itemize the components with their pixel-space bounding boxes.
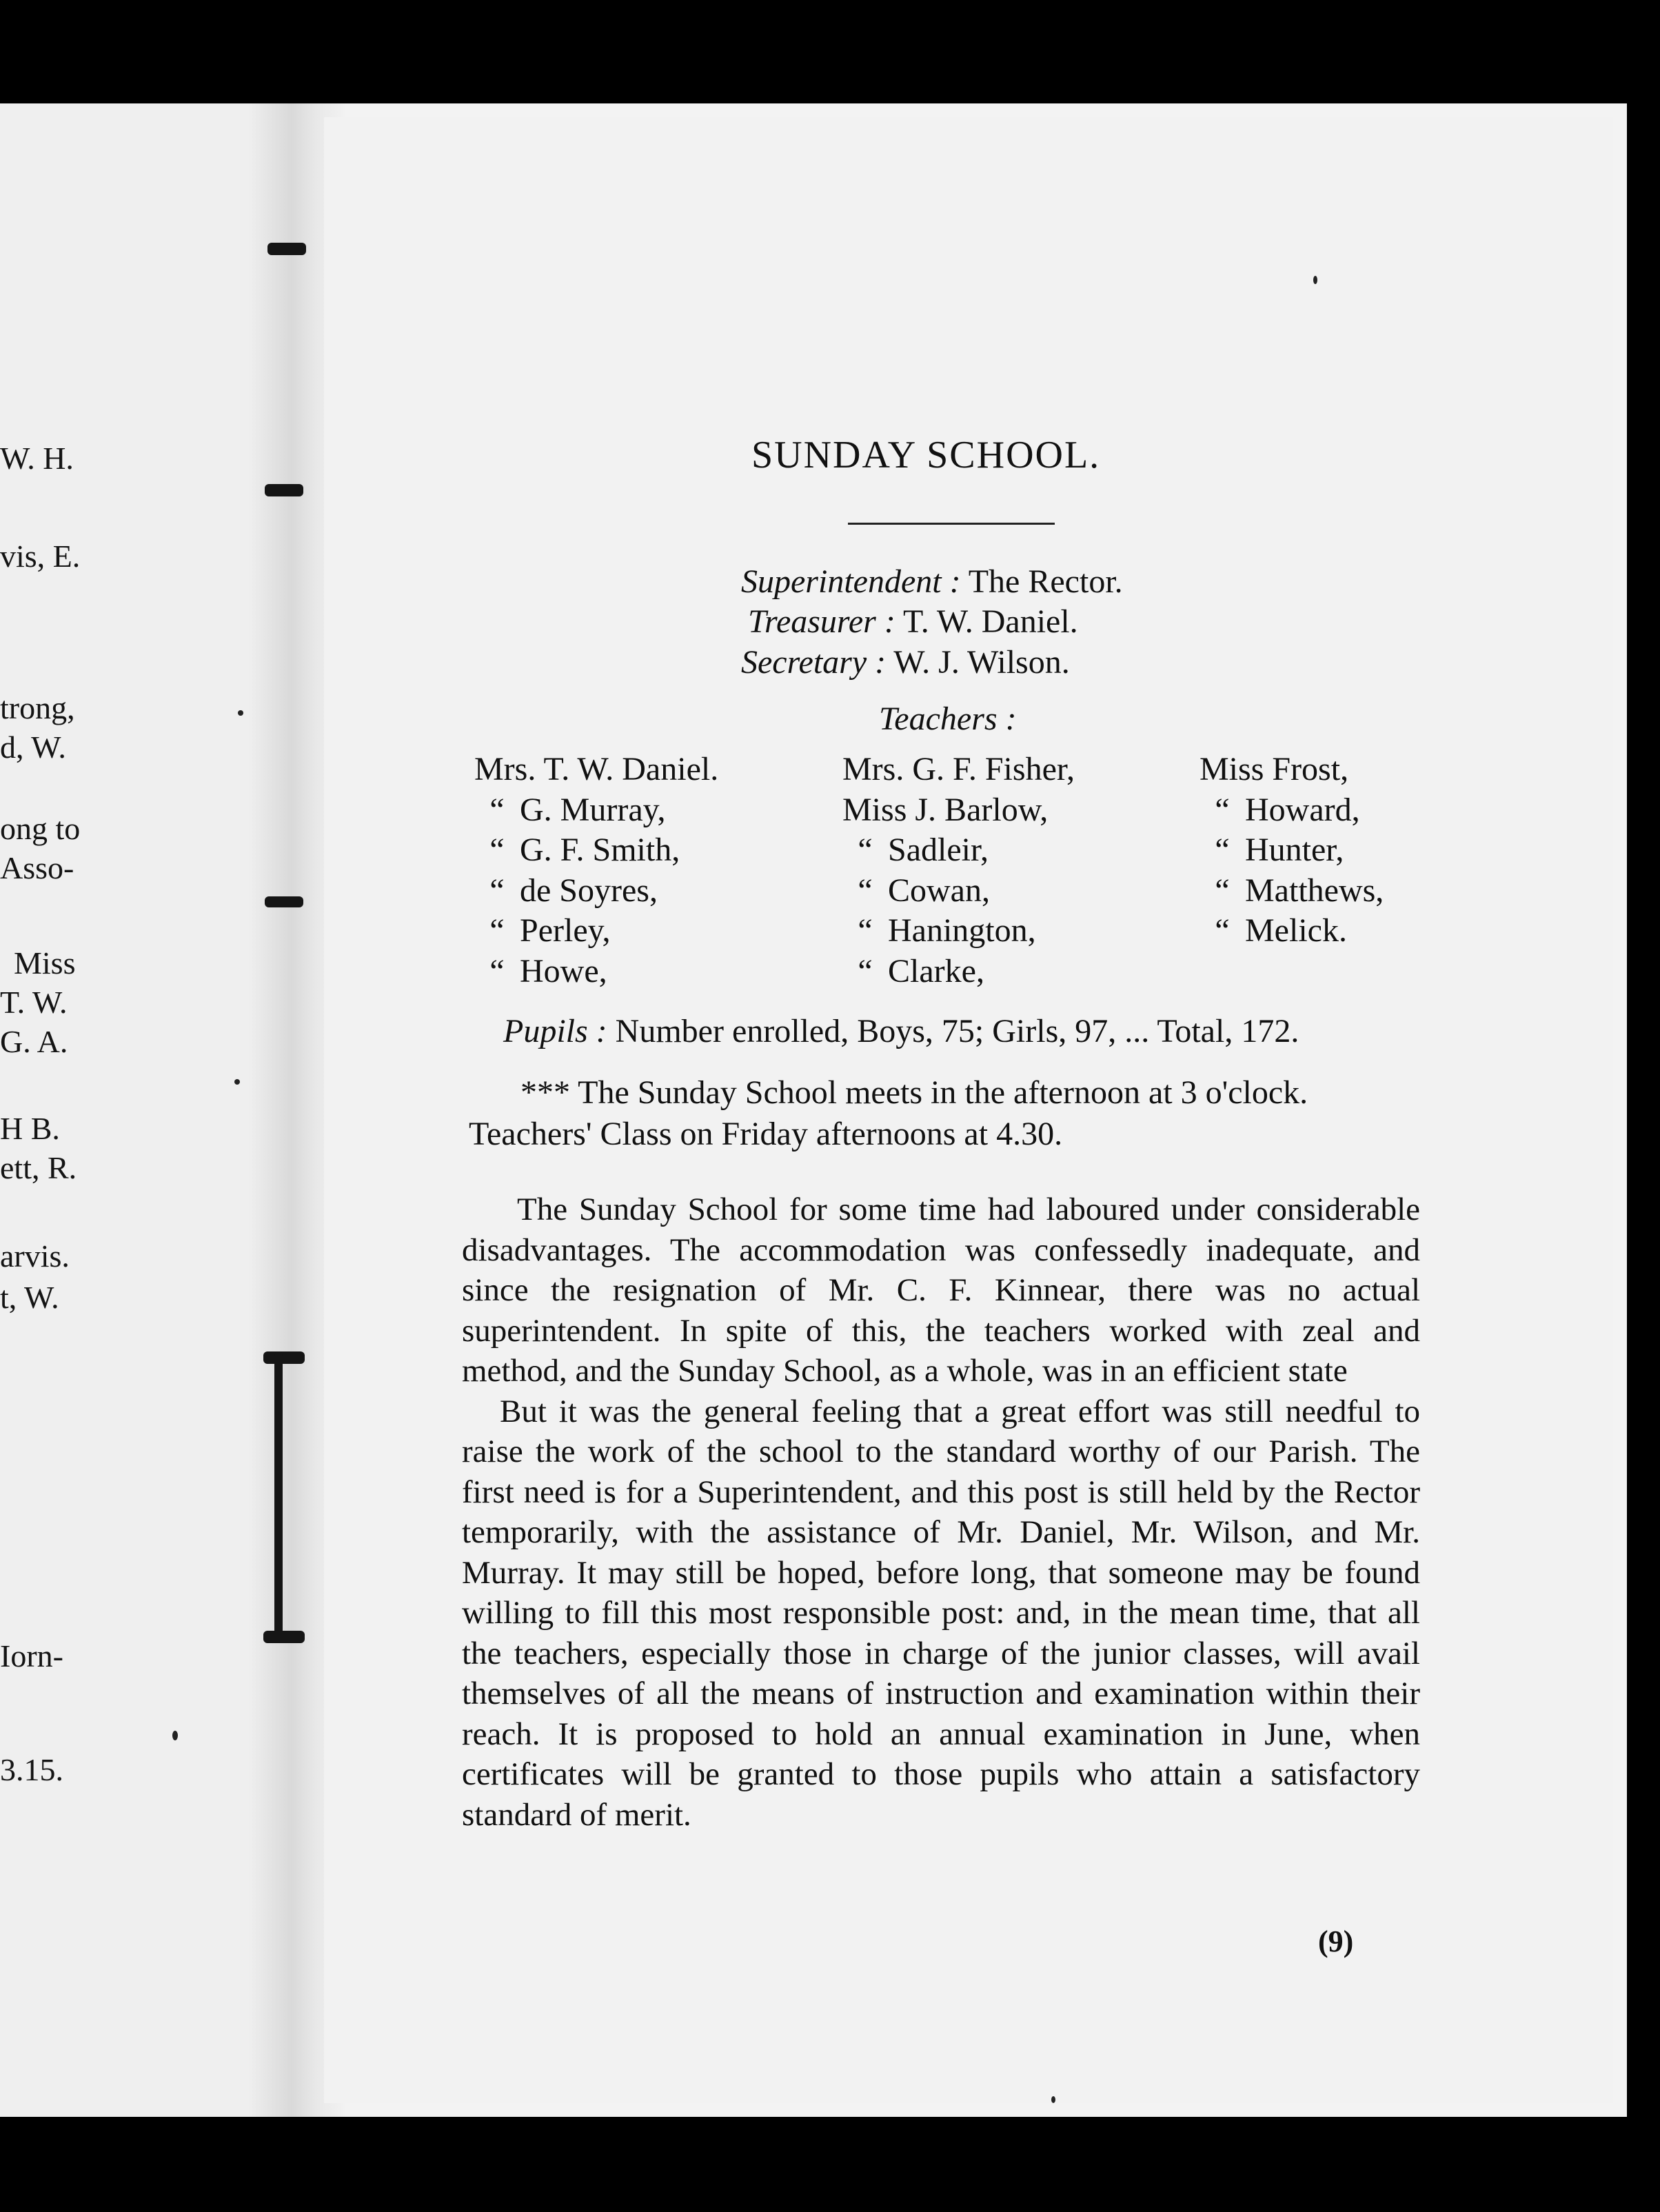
teacher-name: Hunter,: [1245, 832, 1344, 868]
secretary-label: Secretary :: [741, 644, 887, 681]
ditto-mark: “: [489, 872, 505, 909]
secretary-value: W. J. Wilson.: [893, 644, 1070, 681]
teacher-entry: [842, 871, 1075, 912]
teacher-entry: [842, 750, 1075, 790]
ditto-mark: “: [858, 872, 873, 909]
dust-speck: [238, 710, 243, 716]
secretary-line: [741, 643, 1070, 681]
report-paragraph: The Sunday School for some time had laboured under considerable disadvantages. The accommodation was confessedly inadequate, and since the resignation of Mr. C. F. Kinnear, there was no actual superintendent. In spite of this, the teachers worked with zeal and method, and the Sunday School, as a whole, was in an efficient state: [462, 1192, 1420, 1389]
teacher-name: Cowan,: [888, 872, 990, 909]
teacher-name: Mrs. T. W. Daniel.: [474, 751, 719, 787]
teacher-name: Melick.: [1245, 912, 1347, 949]
left-fragment-3: trong,: [0, 690, 75, 725]
treasurer-value: T. W. Daniel.: [902, 603, 1078, 640]
teacher-entry: [474, 911, 718, 952]
left-page: [0, 103, 290, 2117]
teacher-name: Howe,: [520, 952, 607, 989]
left-fragment-9: G. A.: [0, 1024, 68, 1059]
teacher-entry: [474, 750, 718, 790]
ditto-mark: “: [489, 832, 505, 868]
ditto-mark: “: [1215, 832, 1230, 868]
left-fragment-1: W. H.: [0, 441, 74, 476]
ditto-mark: “: [489, 912, 505, 949]
report-paragraph: But it was the general feeling that a great effort was still needful to raise the work of the school to the standard worthy of our Parish. The first need is for a Superintendent, and this post is still held by the Rector temporarily, with the assistance of Mr. Daniel, Mr. Wilson, and Mr. Murray. It may still be hoped, before long, that someone may be found willing to fill this most responsible post: and, in the mean time, that all the teachers, especially those in charge of the junior classes, will avail themselves of all the means of instruction and examination within their reach. It is proposed to hold an annual examination in June, when certificates will be granted to those pupils who attain a satisfactory standard of merit.: [462, 1393, 1420, 1833]
left-fragment-13: t, W.: [0, 1280, 59, 1315]
binding-stitch: [274, 1351, 283, 1641]
title-divider: [848, 523, 1055, 525]
ditto-mark: “: [1215, 872, 1230, 909]
teacher-name: Clarke,: [888, 952, 984, 989]
teacher-name: Mrs. G. F. Fisher,: [842, 751, 1075, 787]
teacher-name: Sadleir,: [888, 832, 989, 868]
teacher-entry: [474, 830, 718, 871]
ditto-mark: “: [1215, 791, 1230, 828]
binding-stitch: [265, 484, 303, 496]
left-fragment-11: ett, R.: [0, 1150, 77, 1185]
teacher-entry: [1200, 790, 1384, 831]
teacher-name: Hanington,: [888, 912, 1036, 949]
teacher-entry: [842, 790, 1075, 831]
teachers-column-2: [842, 750, 1075, 992]
teacher-entry: [842, 830, 1075, 871]
teachers-column-3: [1200, 750, 1384, 952]
teacher-name: Howard,: [1245, 791, 1360, 828]
superintendent-label: Superintendent :: [741, 563, 961, 600]
treasurer-line: [748, 603, 1078, 641]
treasurer-label: Treasurer :: [748, 603, 895, 640]
left-fragment-6: Asso-: [0, 850, 74, 885]
left-fragment-10: H B.: [0, 1111, 60, 1146]
ditto-mark: “: [858, 952, 873, 989]
teacher-entry: [842, 911, 1075, 952]
teacher-entry: [474, 871, 718, 912]
superintendent-line: [741, 563, 1123, 601]
pupils-label: Pupils :: [503, 1013, 607, 1049]
dust-speck: [172, 1731, 178, 1740]
report-body: [462, 1189, 1420, 1835]
teacher-name: G. Murray,: [520, 791, 666, 828]
teacher-entry: [1200, 750, 1384, 790]
teachers-column-1: [474, 750, 718, 992]
ditto-mark: “: [489, 952, 505, 989]
left-fragment-15: 3.15.: [0, 1752, 63, 1787]
teacher-entry: [1200, 830, 1384, 871]
pupils-enrollment: Number enrolled, Boys, 75; Girls, 97, ... Total, 172.: [615, 1013, 1299, 1049]
teacher-entry: [1200, 871, 1384, 912]
page-number: (9): [1318, 1924, 1354, 1958]
dust-speck: [1051, 2096, 1055, 2103]
ditto-mark: “: [1215, 912, 1230, 949]
teacher-entry: [474, 790, 718, 831]
teacher-name: Perley,: [520, 912, 611, 949]
ditto-mark: “: [858, 832, 873, 868]
meeting-note-line-2: Teachers' Class on Friday afternoons at 4.30.: [469, 1116, 1063, 1152]
superintendent-value: The Rector.: [968, 563, 1123, 600]
teachers-heading: Teachers :: [879, 701, 1017, 737]
left-fragment-14: Iorn-: [0, 1638, 63, 1673]
pupils-line: [503, 1012, 1299, 1050]
left-fragment-2: vis, E.: [0, 539, 81, 574]
page-title: SUNDAY SCHOOL.: [751, 434, 1101, 476]
teacher-entry: [474, 952, 718, 992]
binding-stitch: [265, 896, 303, 907]
dust-speck: [234, 1079, 240, 1085]
teacher-entry: [1200, 911, 1384, 952]
teacher-name: de Soyres,: [520, 872, 658, 909]
meeting-note: [469, 1072, 1420, 1155]
left-fragment-7: Miss: [14, 945, 76, 981]
ditto-mark: “: [489, 791, 505, 828]
binding-stitch: [267, 243, 306, 255]
teacher-name: Miss J. Barlow,: [842, 791, 1049, 828]
meeting-note-line-1: *** The Sunday School meets in the afternoon at 3 o'clock.: [520, 1074, 1308, 1111]
dust-speck: [1313, 276, 1317, 284]
left-fragment-4: d, W.: [0, 730, 66, 765]
teacher-name: Matthews,: [1245, 872, 1384, 909]
left-fragment-8: T. W.: [0, 985, 68, 1020]
binding-stitch: [263, 1631, 305, 1643]
teacher-name: Miss Frost,: [1200, 751, 1349, 787]
left-fragment-12: arvis.: [0, 1238, 70, 1274]
teacher-entry: [842, 952, 1075, 992]
binding-stitch: [263, 1351, 305, 1364]
ditto-mark: “: [858, 912, 873, 949]
teacher-name: G. F. Smith,: [520, 832, 680, 868]
left-fragment-5: ong to: [0, 811, 81, 846]
